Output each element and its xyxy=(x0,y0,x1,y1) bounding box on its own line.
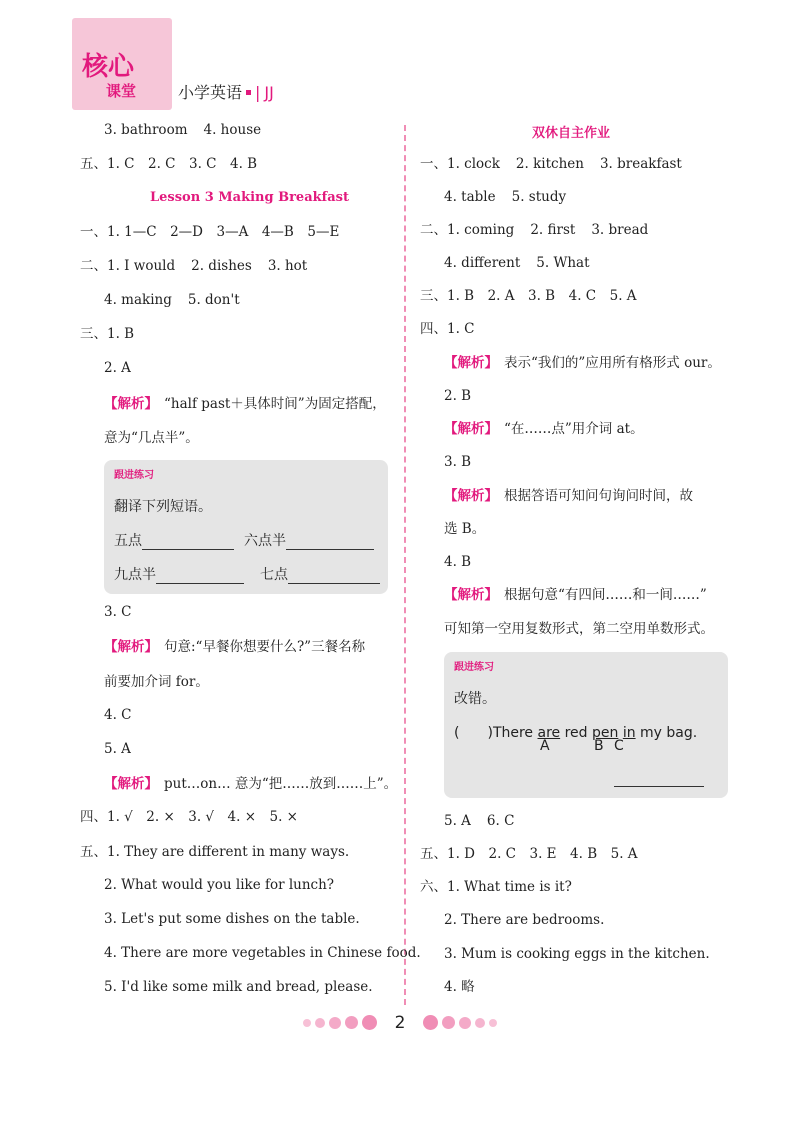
answer-blank[interactable] xyxy=(286,535,374,550)
practice-item: 六点半 xyxy=(244,530,374,550)
answer-line: 四、1. C xyxy=(420,321,475,337)
square-icon xyxy=(246,90,251,95)
dot-icon xyxy=(423,1015,438,1030)
practice-title: 跟进练习 xyxy=(454,662,494,673)
answer-line: 4. making 5. don't xyxy=(104,292,240,308)
answer-blank[interactable] xyxy=(288,569,380,584)
section-title: 双休自主作业 xyxy=(532,126,611,141)
option-label: A xyxy=(540,738,550,754)
book-subject xyxy=(178,80,274,103)
explanation: 【解析】 句意:“早餐你想要什么?”三餐名称 xyxy=(104,639,366,655)
answer-line: 4. B xyxy=(444,554,472,570)
explanation: 【解析】 表示“我们的”应用所有格形式 our。 xyxy=(444,355,721,371)
practice-title: 跟进练习 xyxy=(114,470,154,481)
answer-line: 5. A xyxy=(104,741,131,757)
answer-blank[interactable] xyxy=(614,772,704,787)
sentence-answer: 3. Let's put some dishes on the table. xyxy=(104,911,360,927)
subject-label: 小学英语 xyxy=(178,83,243,102)
sentence-answer: 2. There are bedrooms. xyxy=(444,912,605,928)
answer-line: 五、1. D 2. C 3. E 4. B 5. A xyxy=(420,846,638,862)
dot-icon xyxy=(345,1016,358,1029)
dot-icon xyxy=(329,1017,341,1029)
answer-line: 2. A xyxy=(104,360,131,376)
answer-line: 五、1. C 2. C 3. C 4. B xyxy=(80,156,258,172)
practice-item: 五点 xyxy=(114,530,234,550)
answer-blank[interactable] xyxy=(156,569,244,584)
separator: | xyxy=(255,83,261,102)
answer-line: 4. C xyxy=(104,707,132,723)
dot-icon xyxy=(475,1018,485,1028)
practice-instruction: 翻译下列短语。 xyxy=(114,499,212,515)
dot-icon xyxy=(489,1019,497,1027)
answer-line: 3. C xyxy=(104,604,132,620)
logo xyxy=(72,18,172,110)
dot-icon xyxy=(442,1016,455,1029)
dot-icon xyxy=(315,1018,325,1028)
sentence-answer: 六、1. What time is it? xyxy=(420,879,572,895)
answer-line: 2. B xyxy=(444,388,472,404)
explanation-cont: 可知第一空用复数形式，第二空用单数形式。 xyxy=(444,621,714,637)
explanation-cont: 意为“几点半”。 xyxy=(104,430,199,446)
answer-line: 3. B xyxy=(444,454,472,470)
dot-icon xyxy=(303,1019,311,1027)
explanation: 【解析】 根据句意“有四间……和一间……” xyxy=(444,587,707,603)
practice-box xyxy=(444,652,728,798)
option-label: B xyxy=(594,738,604,754)
answer-line: 四、1. √ 2. × 3. √ 4. × 5. × xyxy=(80,809,298,825)
practice-sentence: ( )There are red pen in my bag. xyxy=(454,725,698,741)
answer-blank[interactable] xyxy=(142,535,234,550)
answer-line: 三、1. B 2. A 3. B 4. C 5. A xyxy=(420,288,637,304)
explanation: 【解析】 put…on… 意为“把……放到……上”。 xyxy=(104,776,398,792)
column-divider xyxy=(404,125,406,1005)
answer-line: 一、1. clock 2. kitchen 3. breakfast xyxy=(420,156,682,172)
explanation: 【解析】 “在……点”用介词 at。 xyxy=(444,421,644,437)
answer-line: 二、1. coming 2. first 3. bread xyxy=(420,222,649,238)
edition-label: JJ xyxy=(264,83,274,102)
sentence-answer: 五、1. They are different in many ways. xyxy=(80,844,350,860)
answer-line: 4. table 5. study xyxy=(444,189,567,205)
answer-line: 一、1. 1—C 2—D 3—A 4—B 5—E xyxy=(80,224,340,240)
dot-icon xyxy=(362,1015,377,1030)
sentence-answer: 4. 略 xyxy=(444,979,475,995)
option-label: C xyxy=(614,738,624,754)
sentence-answer: 3. Mum is cooking eggs in the kitchen. xyxy=(444,946,710,962)
explanation-cont: 选 B。 xyxy=(444,521,486,537)
sentence-answer: 4. There are more vegetables in Chinese food. xyxy=(104,945,421,961)
answer-line: 5. A 6. C xyxy=(444,813,515,829)
explanation-cont: 前要加介词 for。 xyxy=(104,674,209,690)
sentence-answer: 2. What would you like for lunch? xyxy=(104,877,335,893)
sentence-answer: 5. I'd like some milk and bread, please. xyxy=(104,979,373,995)
practice-box xyxy=(104,460,388,594)
practice-instruction: 改错。 xyxy=(454,691,496,707)
page-number: 2 xyxy=(394,1012,406,1033)
answer-line: 二、1. I would 2. dishes 3. hot xyxy=(80,258,308,274)
dot-icon xyxy=(459,1017,471,1029)
practice-item: 七点 xyxy=(260,564,380,584)
logo-subtitle: 课堂 xyxy=(106,82,137,100)
explanation: 【解析】 根据答语可知问句询问时间，故 xyxy=(444,488,693,504)
practice-item: 九点半 xyxy=(114,564,244,584)
page-footer xyxy=(0,1012,800,1033)
logo-title: 核心 xyxy=(82,52,135,82)
answer-line: 三、1. B xyxy=(80,326,135,342)
explanation: 【解析】 “half past＋具体时间”为固定搭配， xyxy=(104,396,386,412)
lesson-title: Lesson 3 Making Breakfast xyxy=(150,190,349,205)
answer-line: 4. different 5. What xyxy=(444,255,590,271)
answer-line: 3. bathroom 4. house xyxy=(104,122,262,138)
